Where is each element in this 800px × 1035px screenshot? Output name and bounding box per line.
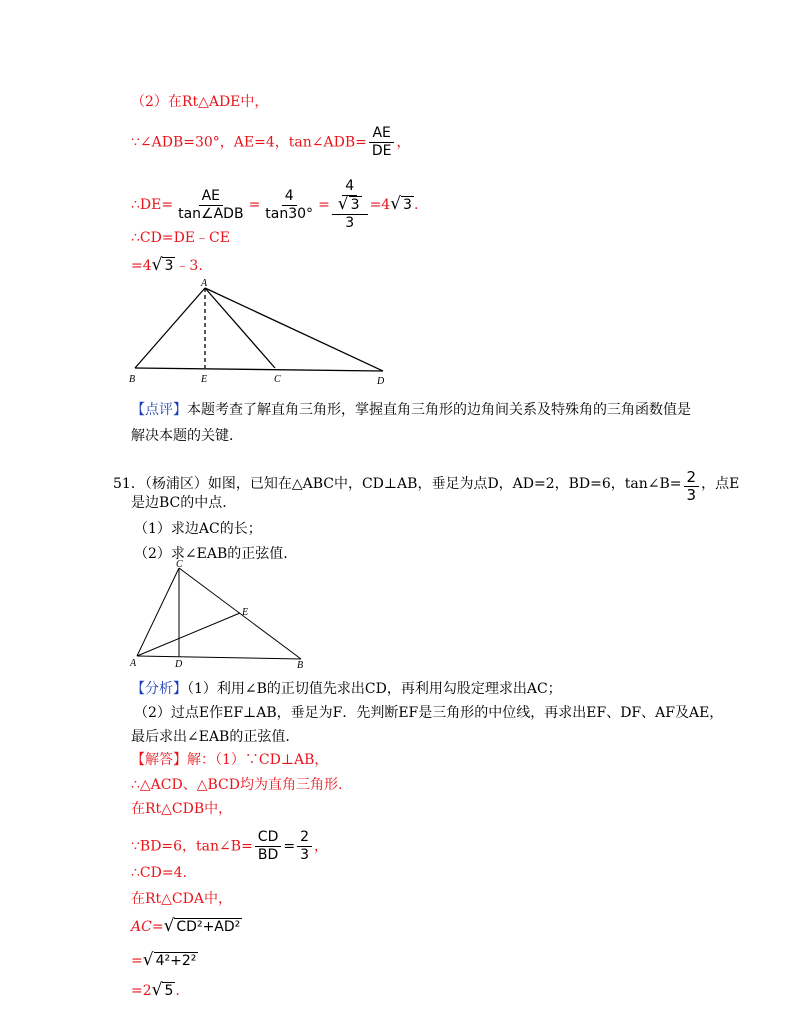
sqrt-expression: √ 4²+2²: [142, 950, 197, 970]
q51-stem: 51．（杨浦区）如图，已知在△ABC中，CD⊥AB，垂足为点D，AD=2，BD=6，tan∠B=: [113, 476, 682, 492]
answer-line6: 在Rt△CDA中，: [131, 891, 232, 907]
answer-line2: ∴△ACD、△BCD均为直角三角形.: [131, 777, 343, 793]
answer-line1: 【解答】解：（1）∵CD⊥AB，: [131, 752, 329, 768]
point-A-label: A: [201, 278, 208, 289]
q51-line1: 51．（杨浦区）如图，已知在△ABC中，CD⊥AB，垂足为点D，AD=2，BD=6，tan∠B= $\frac{2}{3}$ ，点E: [113, 468, 740, 504]
q51-part1: （1）求边AC的长；: [134, 521, 262, 537]
sqrt-3: √ 3: [390, 194, 412, 214]
fraction-4-tan30: [262, 188, 316, 223]
comment-tag: 【点评】: [131, 402, 187, 418]
tan-b-fraction: [684, 469, 700, 504]
frac-den: DE: [371, 143, 392, 159]
inner-num: 4: [342, 178, 357, 196]
point-E-label: E: [242, 607, 249, 618]
frac-num: [332, 178, 368, 215]
frac-num: 4: [282, 188, 297, 206]
sol50-line3: ∴DE= AE tan∠ADB = $\frac{4}{\tan 30^\circ}$ = $\frac{\frac{4}{√ 3}}{3}$ =4√ 3 .: [131, 178, 419, 231]
sol50-line2: [131, 125, 411, 160]
analysis-line1: [131, 680, 562, 698]
point-B-label: B: [297, 660, 304, 670]
answer-line7: AC=√ CD²+AD²: [131, 916, 241, 936]
point-C-label: C: [274, 374, 281, 385]
equals: =: [248, 197, 261, 213]
sol50-line5: =4√ 3 ﹣3.: [131, 255, 203, 275]
frac-num: 2: [297, 829, 312, 847]
fraction-4-sqrt3-over-3: [332, 178, 368, 232]
frac-num: AE: [199, 188, 223, 206]
punct: ，: [396, 134, 411, 151]
frac-den: 3: [300, 847, 310, 863]
comment-line2: 解决本题的关键.: [131, 428, 234, 444]
frac-den: 3: [686, 486, 697, 504]
point-E-label: E: [201, 374, 208, 385]
triangle-figure-1: [125, 276, 395, 390]
sqrt-expression: √ CD²+AD²: [163, 916, 241, 936]
sol50-line4: ∴CD=DE﹣CE: [131, 230, 230, 246]
sol50-line1: （2）在Rt△ADE中，: [131, 94, 269, 110]
analysis-text: （1）利用∠B的正切值先求出CD，再利用勾股定理求出AC；: [187, 681, 562, 697]
analysis-tag: 【分析】: [131, 681, 187, 697]
point-A-label: A: [130, 658, 137, 669]
analysis-line3: 最后求出∠EAB的正弦值.: [131, 729, 290, 745]
point-D-label: D: [175, 659, 183, 670]
frac-num: AE: [369, 125, 393, 143]
q51-part2: （2）求∠EAB的正弦值.: [134, 546, 288, 562]
answer-line4: ∵BD=6，tan∠B= $\frac{CD}{BD}$ = $\frac{2}{3}$ ，: [131, 829, 329, 863]
answer-line5: ∴CD=4.: [131, 865, 187, 881]
sqrt-3: √ 3: [151, 255, 174, 275]
frac-den: 3: [345, 215, 355, 231]
point-B-label: B: [129, 374, 136, 385]
analysis-line2: （2）过点E作EF⊥AB，垂足为F．先判断EF是三角形的中位线，再求出EF、DF、AF及AE，: [134, 705, 724, 721]
sol50-given: ∵∠ADB=30°，AE=4，tan∠ADB=: [131, 134, 367, 151]
comment-text: 本题考查了解直角三角形，掌握直角三角形的边角间关系及特殊角的三角函数值是: [187, 402, 691, 418]
frac-den: tan30°: [265, 205, 314, 222]
comment-line1: [131, 401, 691, 419]
q51-line2: 是边BC的中点.: [131, 495, 227, 511]
point-D-label: D: [377, 376, 385, 387]
frac-num: CD: [255, 829, 282, 847]
frac-den: tan∠ADB: [178, 205, 244, 222]
frac-den: BD: [257, 847, 279, 863]
inner-sqrt: √ 3: [337, 194, 360, 214]
fraction-ae-tan: [175, 188, 246, 223]
answer-tag: 【解答】: [131, 752, 187, 768]
tan-fraction: [369, 125, 395, 160]
fraction-2-3: [297, 829, 312, 864]
answer-line3: 在Rt△CDB中，: [131, 801, 233, 817]
point-C-label: C: [176, 559, 183, 570]
equals: =: [318, 197, 330, 213]
triangle-figure-2: [127, 558, 312, 670]
answer-line9: =2√ 5 .: [131, 980, 180, 1000]
fraction-cd-bd: [255, 829, 282, 864]
equals-4: =4: [369, 197, 391, 213]
answer-line8: =√ 4²+2²: [131, 950, 197, 970]
sqrt-5: √ 5: [151, 980, 174, 1000]
de-label: ∴DE=: [131, 197, 174, 213]
frac-num: 2: [684, 469, 700, 487]
